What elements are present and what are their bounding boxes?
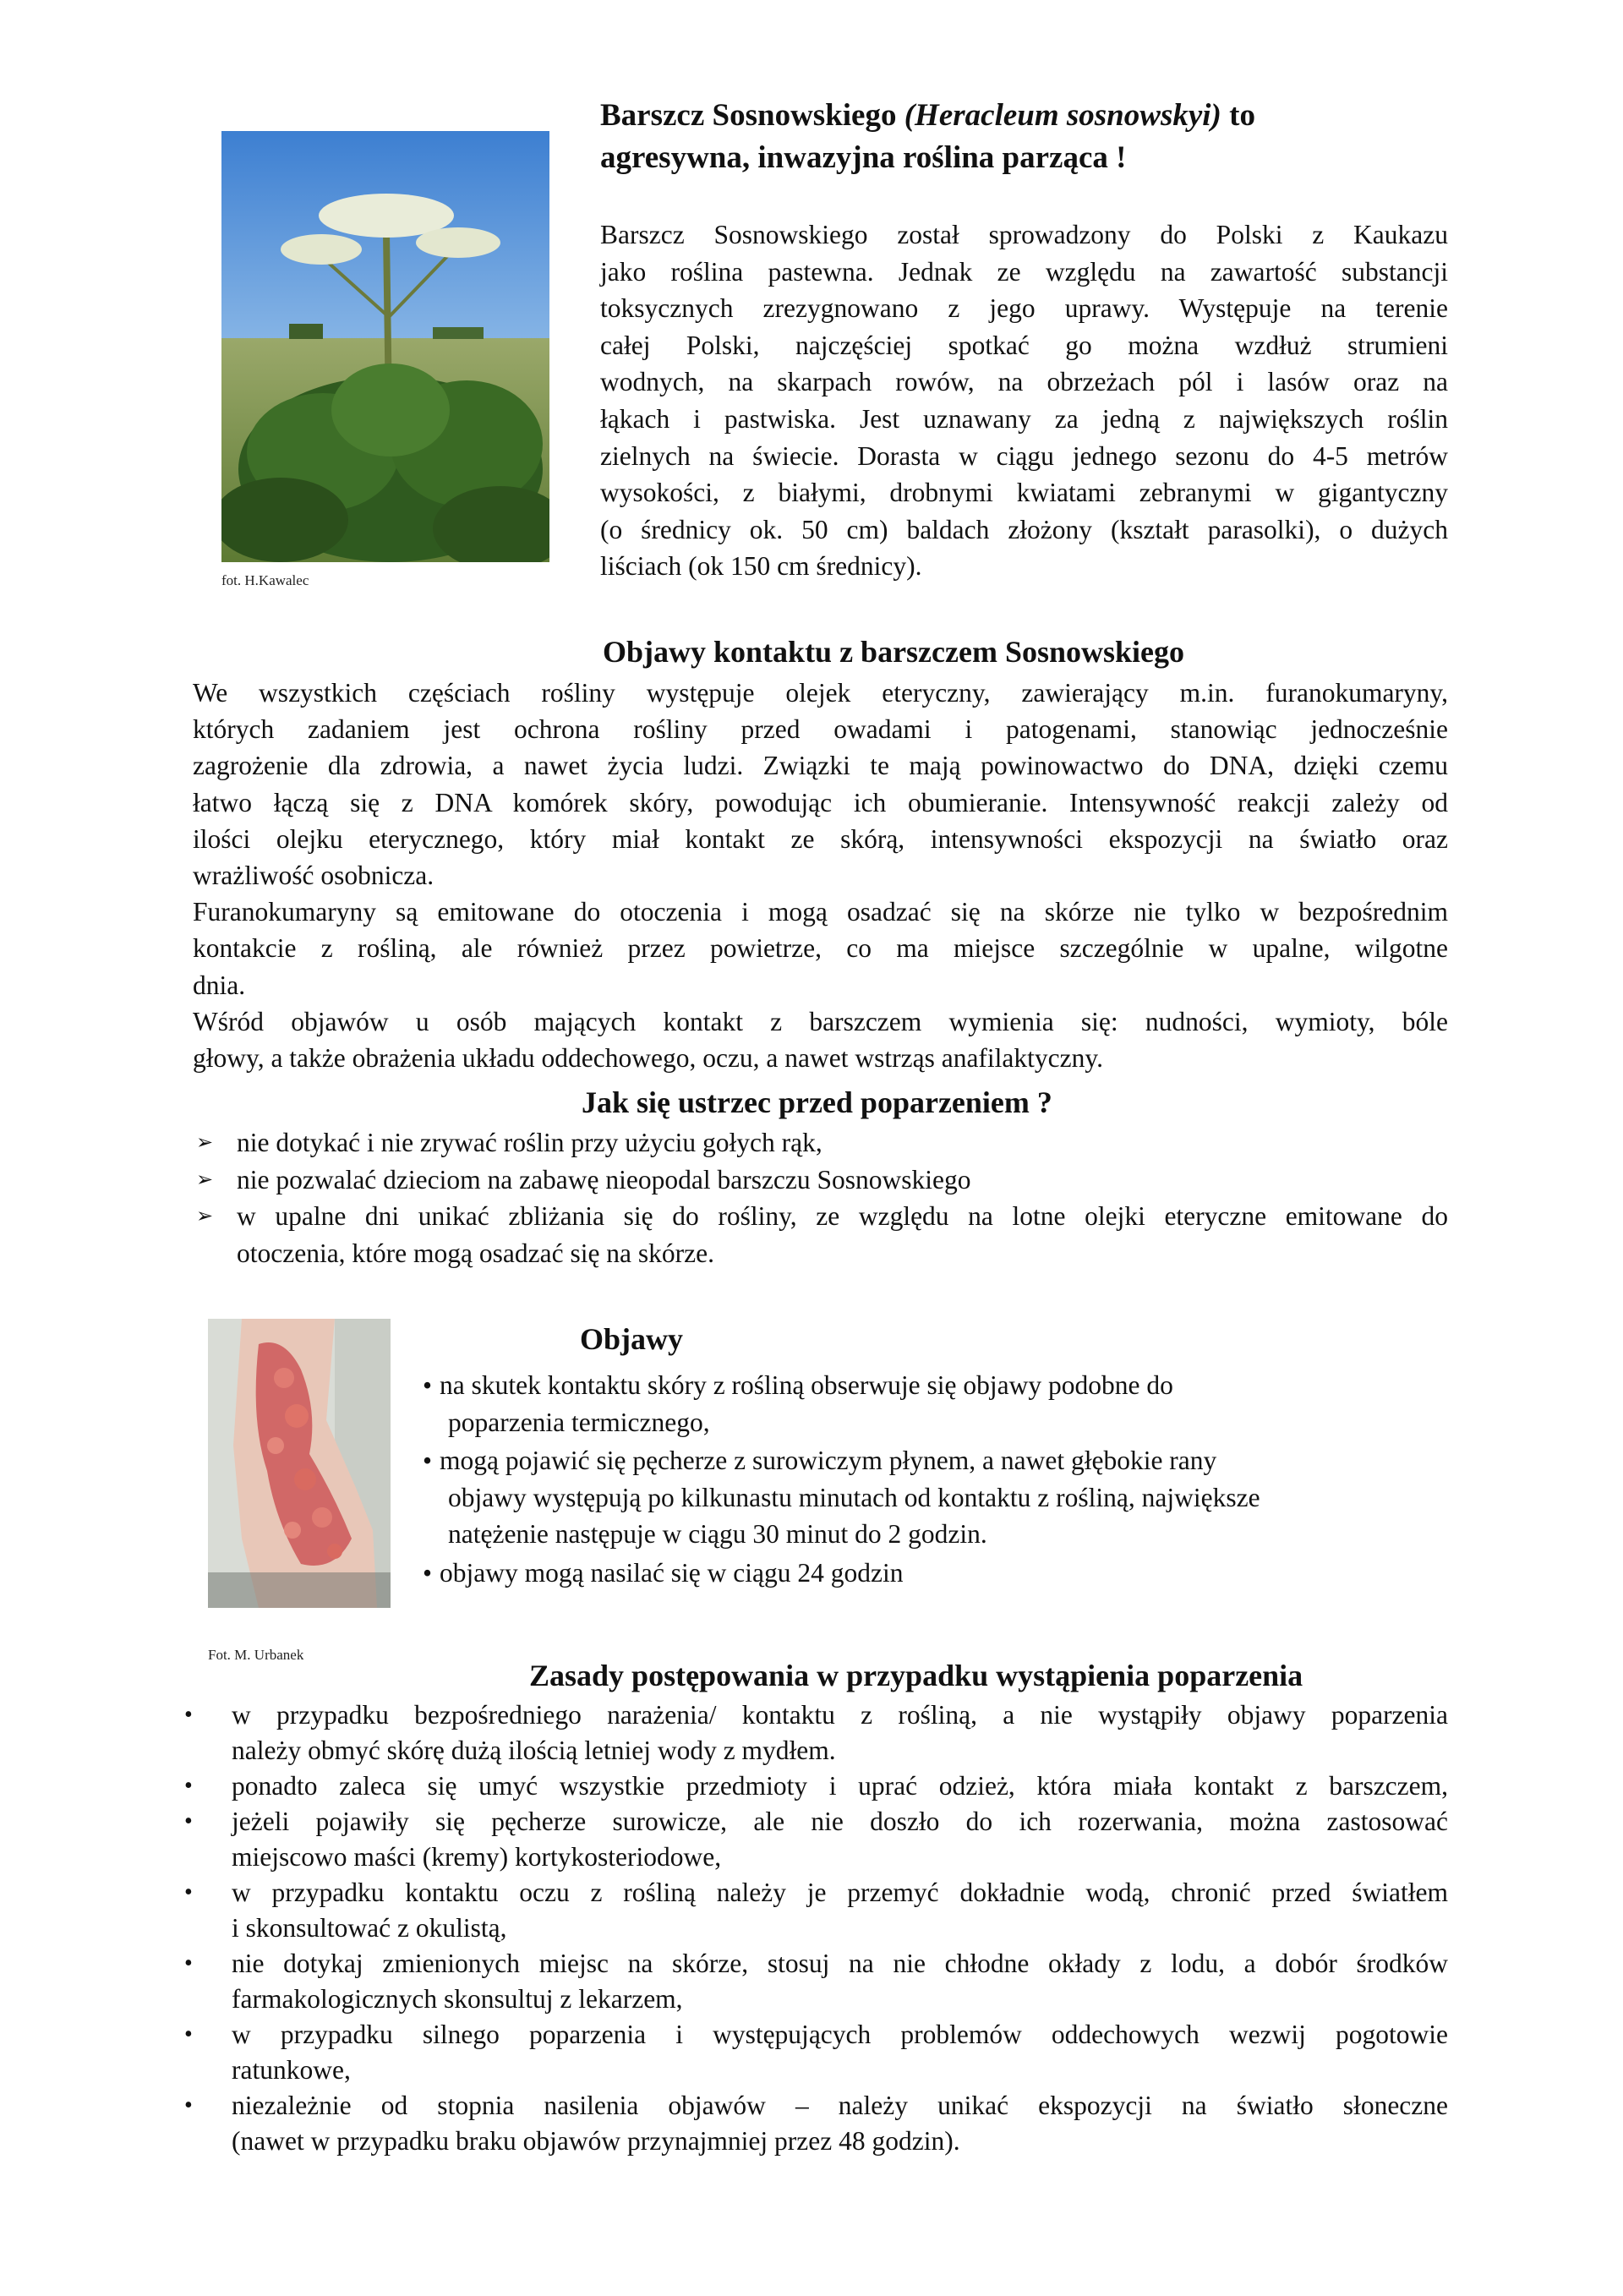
- intro-line: wodnych, na skarpach rowów, na obrzeżach pól i lasów oraz na: [600, 367, 1448, 397]
- bullet-dot-icon: •: [184, 1879, 193, 1905]
- skin-burn-photo-illustration: [208, 1319, 391, 1608]
- intro-title-line2: agresywna, inwazyjna roślina parząca !: [600, 140, 1127, 175]
- contact-line: których zadaniem jest ochrona rośliny przed owadami i patogenami, stanowiąc jednocześnie: [193, 714, 1448, 745]
- protect-item: ➢ w upalne dni unikać zbliżania się do rośliny, ze względu na lotne olejki eteryczne emitowane do otoczenia, które mogą osadzać się na skórze.: [196, 1198, 1448, 1271]
- photo-caption-urbanek: Fot. M. Urbanek: [208, 1647, 304, 1663]
- latin-name: (Heracleum sosnowskyi): [904, 98, 1221, 133]
- intro-line: liściach (ok 150 cm średnicy).: [600, 551, 922, 582]
- contact-line: dnia.: [193, 970, 246, 1000]
- rule-item: • nie dotykaj zmienionych miejsc na skórze, stosuj na nie chłodne okłady z lodu, a dobór środków farmakologicznych skonsultuj z lekarzem,: [184, 1946, 1448, 2017]
- bullet-dot-icon: •: [423, 1370, 433, 1400]
- intro-line: zielnych na świecie. Dorasta w ciągu jednego sezonu do 4-5 metrów: [600, 440, 1448, 471]
- symptom-item: • na skutek kontaktu skóry z rośliną obserwuje się objawy podobne do poparzenia termicznego,: [423, 1367, 1454, 1440]
- intro-line: łąkach i pastwiska. Jest uznawany za jedną z największych roślin: [600, 403, 1448, 434]
- contact-line: We wszystkich częściach rośliny występuje olejek eteryczny, zawierający m.in. furanokumaryny,: [193, 678, 1448, 708]
- skin-burn-photo: [208, 1319, 391, 1608]
- rules-heading: Zasady postępowania w przypadku wystąpienia poparzenia: [529, 1659, 1303, 1692]
- symptoms-heading: Objawy: [580, 1322, 684, 1356]
- hogweed-photo-illustration: [221, 131, 549, 562]
- bullet-dot-icon: •: [184, 2092, 193, 2118]
- intro-line: (o średnicy ok. 50 cm) baldach złożony (kształt parasolki), o dużych: [600, 514, 1448, 544]
- bullet-dot-icon: •: [184, 2021, 193, 2047]
- intro-title-line1: Barszcz Sosnowskiego (Heracleum sosnowskyi) to: [600, 98, 1255, 133]
- contact-line: zagrożenie dla zdrowia, a nawet życia ludzi. Związki te mają powinowactwo do DNA, dzięki czemu: [193, 751, 1448, 781]
- rules-list: [184, 1697, 1448, 2159]
- protect-list: [196, 1124, 1448, 1271]
- rule-item: • ponadto zaleca się umyć wszystkie przedmioty i uprać odzież, która miała kontakt z barszczem,: [184, 1768, 1448, 1804]
- protect-heading: Jak się ustrzec przed poparzeniem ?: [582, 1085, 1052, 1119]
- contact-line: łatwo łączą się z DNA komórek skóry, powodując ich obumieranie. Intensywność reakcji zależy od: [193, 787, 1448, 817]
- intro-line: całej Polski, najczęściej spotkać go można wzdłuż strumieni: [600, 330, 1448, 360]
- intro-paragraph: [600, 216, 1448, 585]
- arrow-bullet-icon: ➢: [196, 1167, 214, 1191]
- symptom-item: • mogą pojawić się pęcherze z surowiczym płynem, a nawet głębokie rany objawy występują po kilkunastu minutach od kontaktu z rośliną, największe natężenie następuje w ciągu 30 minut do 2 godzin.: [423, 1442, 1454, 1553]
- bullet-dot-icon: •: [423, 1446, 433, 1475]
- intro-line: jako roślina pastewna. Jednak ze względu na zawartość substancji: [600, 256, 1448, 287]
- contact-heading: Objawy kontaktu z barszczem Sosnowskiego: [603, 635, 1185, 669]
- rule-item: • w przypadku silnego poparzenia i występujących problemów oddechowych wezwij pogotowie ratunkowe,: [184, 2017, 1448, 2088]
- contact-line: kontakcie z rośliną, ale również przez powietrze, co ma miejsce szczególnie w upalne, wilgotne: [193, 933, 1448, 964]
- rule-item: • w przypadku kontaktu oczu z rośliną należy je przemyć dokładnie wodą, chronić przed światłem i skonsultować z okulistą,: [184, 1875, 1448, 1946]
- bullet-dot-icon: •: [184, 1950, 193, 1976]
- photo-caption-kawalec: fot. H.Kawalec: [221, 572, 309, 588]
- arrow-bullet-icon: ➢: [196, 1204, 214, 1227]
- intro-line: toksycznych zrezygnowano z jego uprawy. Występuje na terenie: [600, 293, 1448, 324]
- arrow-bullet-icon: ➢: [196, 1130, 214, 1154]
- contact-paragraph: [193, 675, 1448, 1076]
- contact-line: Furanokumaryny są emitowane do otoczenia i mogą osadzać się na skórze nie tylko w bezpośrednim: [193, 897, 1448, 927]
- hogweed-photo: [221, 131, 549, 562]
- rule-item: • jeżeli pojawiły się pęcherze surowicze, ale nie doszło do ich rozerwania, można zastosować miejscowo maści (kremy) kortykosteriodowe,: [184, 1804, 1448, 1875]
- rule-item: • w przypadku bezpośredniego narażenia/ kontaktu z rośliną, a nie wystąpiły objawy poparzenia należy obmyć skórę dużą ilością letniej wody z mydłem.: [184, 1697, 1448, 1768]
- symptoms-list: [423, 1367, 1454, 1591]
- intro-line: wysokości, z białymi, drobnymi kwiatami zebranymi w gigantyczny: [600, 478, 1448, 508]
- bullet-dot-icon: •: [184, 1808, 193, 1834]
- rule-item: • niezależnie od stopnia nasilenia objawów – należy unikać ekspozycji na światło słoneczne (nawet w przypadku braku objawów przynajmniej przez 48 godzin).: [184, 2088, 1448, 2159]
- intro-title: [600, 95, 1255, 179]
- contact-line: Wśród objawów u osób mających kontakt z barszczem wymienia się: nudności, wymioty, bóle: [193, 1006, 1448, 1036]
- contact-line: głowy, a także obrażenia układu oddechowego, oczu, a nawet wstrząs anafilaktyczny.: [193, 1043, 1103, 1074]
- bullet-dot-icon: •: [423, 1557, 433, 1588]
- symptom-item: • objawy mogą nasilać się w ciągu 24 godzin: [423, 1555, 1454, 1592]
- contact-line: wrażliwość osobnicza.: [193, 861, 434, 891]
- contact-line: ilości olejku eterycznego, który miał kontakt ze skórą, intensywności ekspozycji na światło oraz: [193, 823, 1448, 854]
- bullet-dot-icon: •: [184, 1773, 193, 1799]
- intro-line: Barszcz Sosnowskiego został sprowadzony do Polski z Kaukazu: [600, 220, 1448, 249]
- protect-item: ➢ nie dotykać i nie zrywać roślin przy użyciu gołych rąk,: [196, 1124, 1448, 1162]
- protect-item: ➢ nie pozwalać dzieciom na zabawę nieopodal barszczu Sosnowskiego: [196, 1162, 1448, 1199]
- bullet-dot-icon: •: [184, 1702, 193, 1728]
